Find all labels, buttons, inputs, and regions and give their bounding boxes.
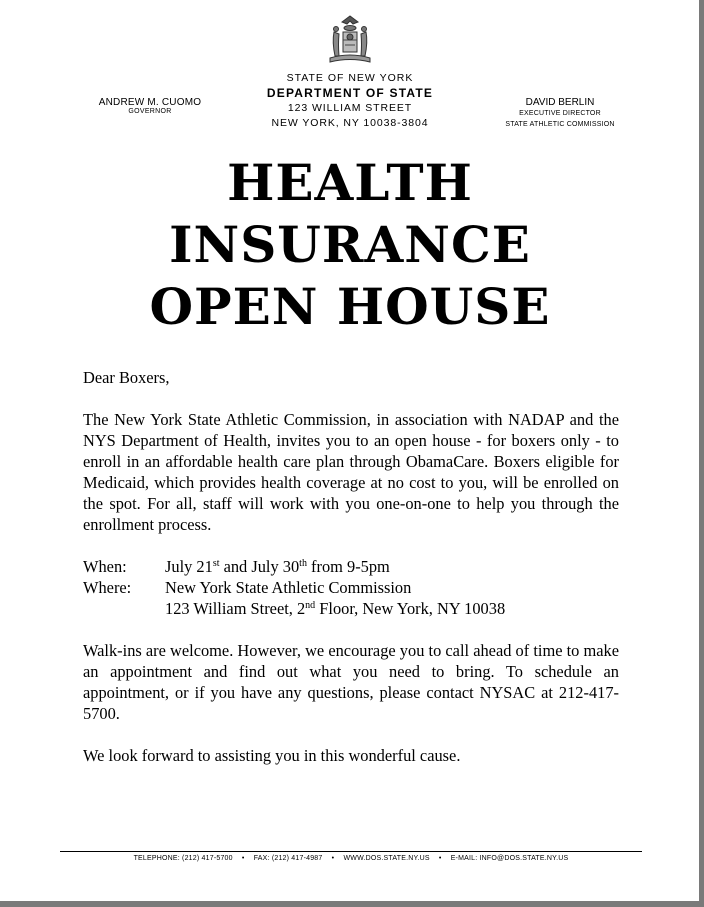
- director-title: EXECUTIVE DIRECTOR: [519, 110, 601, 117]
- footer-separator-2: •: [331, 855, 335, 862]
- governor-block: [90, 97, 210, 115]
- department-name: DEPARTMENT OF STATE: [266, 86, 434, 100]
- walkins-paragraph: Walk-ins are welcome. However, we encourage you to call ahead of time to make an appointment and find out what you need to bring. To schedule an appointment, or if you have any questions, please contact NYSAC at 212-417-5700.: [83, 641, 619, 723]
- footer-website: WWW.DOS.STATE.NY.US: [343, 855, 430, 862]
- where-address: [165, 598, 619, 619]
- director-org: STATE ATHLETIC COMMISSION: [505, 121, 615, 128]
- letter-body: [83, 367, 619, 766]
- when-label: When:: [83, 557, 127, 576]
- footer-email: E-MAIL: INFO@DOS.STATE.NY.US: [450, 855, 569, 862]
- where-address-row: [83, 598, 619, 619]
- governor-name: ANDREW M. CUOMO: [98, 97, 202, 108]
- where-sup: nd: [305, 600, 316, 611]
- intro-paragraph: The New York State Athletic Commission, in association with NADAP and the NYS Department of Health, invites you to an open house - for boxers only - to enroll in an affordable health care plan through ObamaCare. Boxers eligible for Medicaid, which provides health coverage at no cost to you, will be enrolled on the spot. For all, staff will work with you one-on-one to help you through the enrollment process.: [83, 410, 619, 534]
- footer-rule: [60, 851, 642, 852]
- where-floor-city: Floor, New York, NY 10038: [315, 599, 506, 618]
- footer-separator-1: •: [241, 855, 245, 862]
- department-street: 123 WILLIAM STREET: [287, 102, 413, 114]
- headline: [100, 152, 600, 338]
- director-block: [495, 97, 625, 130]
- when-sup-2: th: [299, 558, 307, 569]
- footer-fax: FAX: (212) 417-4987: [253, 855, 323, 862]
- where-label: Where:: [83, 578, 132, 597]
- page-frame-bottom: [0, 901, 704, 907]
- page-frame-right: [699, 0, 704, 907]
- department-block: [250, 71, 450, 131]
- headline-line-1: HEALTH: [227, 153, 473, 212]
- footer: [60, 855, 642, 862]
- when-date-2: and July 30: [219, 557, 300, 576]
- state-line: STATE OF NEW YORK: [286, 72, 414, 84]
- closing-line: We look forward to assisting you in this wonderful cause.: [83, 746, 461, 765]
- where-street: 123 William Street, 2: [165, 599, 306, 618]
- headline-line-2: INSURANCE: [169, 215, 531, 274]
- footer-separator-3: •: [438, 855, 442, 862]
- department-city: NEW YORK, NY 10038-3804: [271, 117, 429, 129]
- state-seal-icon: [320, 12, 380, 70]
- when-row: [83, 556, 619, 577]
- when-sup-1: st: [212, 558, 220, 569]
- footer-telephone: TELEPHONE: (212) 417-5700: [133, 855, 233, 862]
- governor-title: GOVERNOR: [128, 108, 172, 115]
- director-name: DAVID BERLIN: [525, 97, 595, 108]
- headline-line-3: OPEN HOUSE: [149, 277, 551, 336]
- event-details: [83, 556, 619, 619]
- when-value: [165, 556, 619, 577]
- when-date-1: July 21: [165, 557, 213, 576]
- when-time: from 9-5pm: [306, 557, 390, 576]
- where-venue: New York State Athletic Commission: [165, 578, 412, 597]
- where-row: [83, 577, 619, 598]
- salutation: Dear Boxers,: [83, 368, 170, 387]
